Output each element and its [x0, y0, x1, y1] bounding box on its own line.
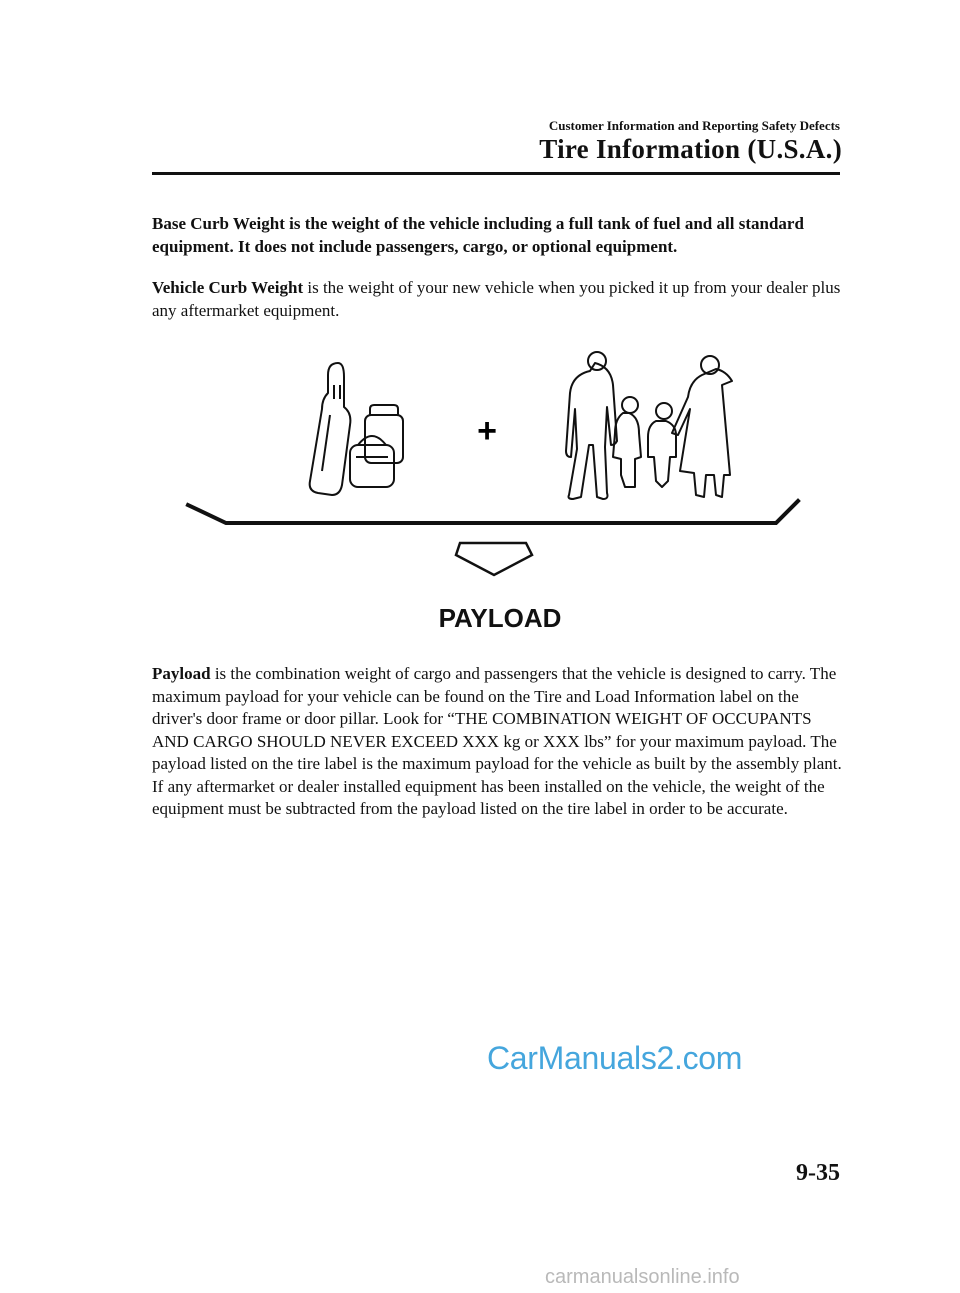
payload-term: Payload — [152, 664, 211, 683]
footer-site-watermark: carmanualsonline.info — [545, 1266, 740, 1288]
vehicle-curb-weight-text: is the weight of your new vehicle when you picked it up from your dealer plus any aftermarket equipment. — [152, 278, 841, 320]
payload-diagram-label: PAYLOAD — [438, 603, 562, 633]
vehicle-curb-weight-paragraph — [152, 277, 842, 322]
cargo-luggage-icon — [310, 363, 403, 495]
header-divider — [152, 172, 840, 175]
plus-sign: + — [477, 412, 497, 450]
watermark-logo: CarManuals2.com — [487, 1040, 743, 1076]
vehicle-curb-weight-term: Vehicle Curb Weight — [152, 278, 304, 297]
passengers-family-icon — [566, 352, 732, 499]
total-bracket — [188, 501, 798, 523]
base-curb-weight-paragraph: Base Curb Weight is the weight of the vehicle including a full tank of fuel and all standard equipment. It does not include passengers, cargo, or optional equipment. — [152, 214, 804, 256]
down-arrow-icon — [456, 543, 532, 575]
payload-paragraph — [152, 663, 842, 821]
payload-illustration — [180, 345, 810, 635]
payload-text: is the combination weight of cargo and passengers that the vehicle is designed to carry. The maximum payload for your vehicle can be found on the Tire and Load Information label on the driver's door frame or door pillar. Look for “THE COMBINATION WEIGHT OF OCCUPANTS AND CARGO SHOULD NEVER EXCEED XXX kg or XXX lbs” for your maximum payload. The payload listed on the tire label is the maximum payload for the vehicle as built by the assembly plant. If any aftermarket or dealer installed equipment has been installed on the vehicle, the weight of the equipment must be subtracted from the payload listed on the tire label in order to be accurate. — [152, 664, 842, 818]
page-title: Tire Information (U.S.A.) — [539, 134, 842, 164]
page-number: 9-35 — [796, 1160, 840, 1186]
section-header: Customer Information and Reporting Safety Defects — [548, 118, 840, 133]
